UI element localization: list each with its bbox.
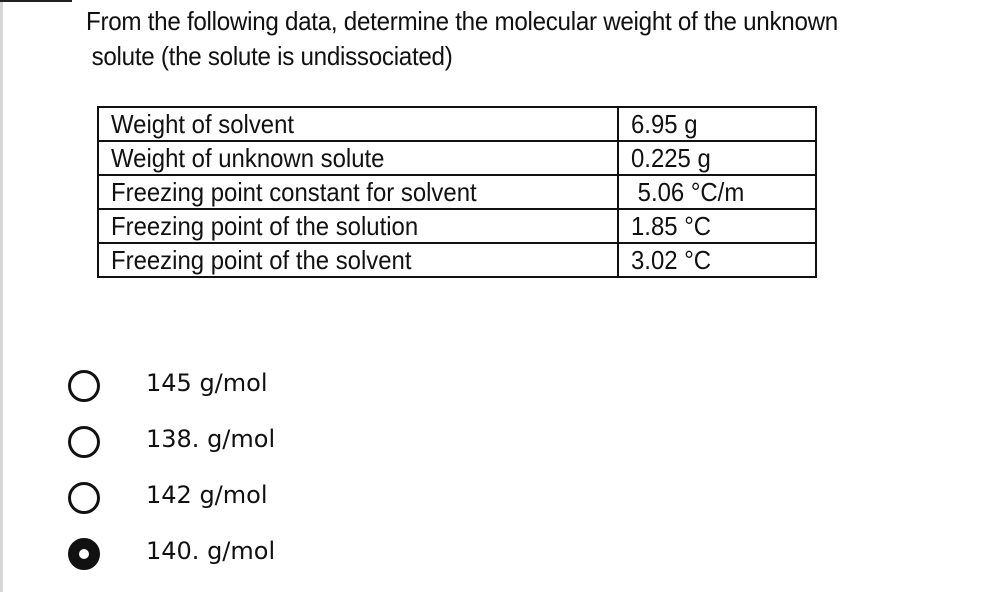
- question-line-2: solute (the solute is undissociated): [91, 41, 453, 71]
- table-cell-label: Weight of solvent: [98, 107, 618, 141]
- radio-button-icon[interactable]: [68, 370, 100, 402]
- table-cell-value: 0.225 g: [618, 141, 816, 175]
- radio-button-icon[interactable]: [68, 426, 100, 458]
- answer-option-2[interactable]: [64, 414, 464, 470]
- table-row: [98, 243, 816, 277]
- table-cell-label: Freezing point constant for solvent: [98, 175, 618, 209]
- answer-option-3[interactable]: [64, 470, 464, 526]
- answer-option-1[interactable]: [64, 358, 464, 414]
- table-cell-value: 3.02 °C: [618, 243, 816, 277]
- table-row: [98, 141, 816, 175]
- radio-button-selected-icon[interactable]: [68, 538, 100, 570]
- table-row: [98, 209, 816, 243]
- answer-option-label[interactable]: 145 g/mol: [146, 369, 268, 397]
- top-divider: [0, 0, 72, 2]
- table-row: [98, 107, 816, 141]
- answer-option-4[interactable]: [64, 526, 464, 582]
- table-cell-value: 1.85 °C: [618, 209, 816, 243]
- answer-options: [64, 358, 464, 582]
- answer-option-label[interactable]: 142 g/mol: [146, 481, 268, 509]
- table-cell-label: Freezing point of the solution: [98, 209, 618, 243]
- data-table: [97, 106, 817, 278]
- radio-button-icon[interactable]: [68, 482, 100, 514]
- table-cell-value: 6.95 g: [618, 107, 816, 141]
- table-cell-value: 5.06 °C/m: [618, 175, 816, 209]
- question-text: [86, 4, 932, 74]
- page-left-border: [0, 0, 3, 592]
- question-line-1: From the following data, determine the molecular weight of the unknown: [86, 6, 838, 36]
- table-cell-label: Freezing point of the solvent: [98, 243, 618, 277]
- answer-option-label[interactable]: 138. g/mol: [146, 425, 276, 453]
- answer-option-label[interactable]: 140. g/mol: [146, 537, 276, 565]
- table-cell-label: Weight of unknown solute: [98, 141, 618, 175]
- table-row: [98, 175, 816, 209]
